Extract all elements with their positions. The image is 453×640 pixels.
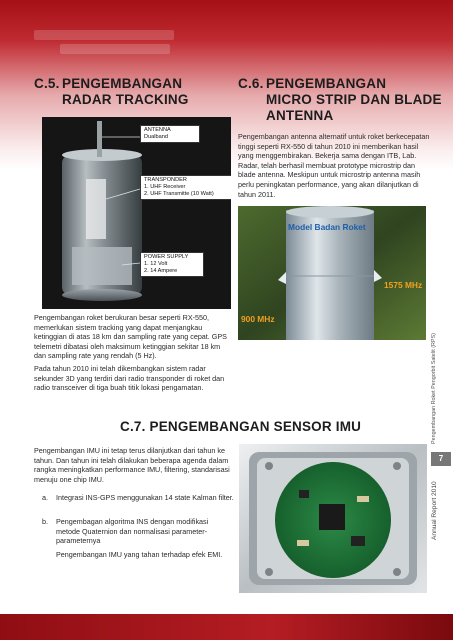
section-number: C.7. <box>120 419 146 434</box>
section-c7-heading <box>120 419 380 435</box>
antenna-label <box>140 125 200 143</box>
list-text: Pengembagan algoritma INS dengan modifikasi metode Quaternion dan normalisasi parameter-parameternya <box>56 517 209 546</box>
list-marker: b. <box>42 517 48 526</box>
label-title: TRANSPONDER <box>144 177 187 183</box>
heading-line: PENGEMBANGAN SENSOR IMU <box>149 419 362 434</box>
section-number: C.5. <box>34 76 60 91</box>
heading-line: RADAR TRACKING <box>62 92 189 107</box>
section-c5-paragraph-2: Pada tahun 2010 ini telah dikembangkan sistem radar sekunder 3D yang terdiri dari radio transponder di roket dan radio transceiver di tiga buah titik lokasi pengamatan. <box>34 364 225 393</box>
list-marker: a. <box>42 493 48 502</box>
section-c6-heading <box>238 76 443 124</box>
header-ghost-text <box>60 44 170 54</box>
radar-transponder-illustration <box>42 117 231 309</box>
heading-line: PENGEMBANGAN <box>62 76 183 91</box>
freq-900-label: 900 MHz <box>241 314 275 324</box>
imu-circuit-illustration <box>239 444 427 593</box>
sidebar-section-title: Pengembangan Roket Pengorbit Satelit (RPS) <box>431 333 437 444</box>
heading-line: PENGEMBANGAN <box>266 76 387 91</box>
transponder-label <box>140 175 231 200</box>
label-title: POWER SUPPLY <box>144 254 189 260</box>
section-c7-closing: Pengembangan IMU yang tahan terhadap efek EMI. <box>56 550 223 559</box>
footer-band <box>0 614 453 640</box>
microstrip-antenna-photo <box>238 206 426 340</box>
list-text: Integrasi INS-GPS menggunakan 14 state Kalman filter. <box>56 493 234 502</box>
imu-board-photo <box>239 444 427 593</box>
sidebar-report-title: Annual Report 2010 <box>431 481 438 540</box>
label-line: 2. 14 Ampere <box>144 268 178 274</box>
label-title: ANTENNA <box>144 127 171 133</box>
rocket-body-label: Model Badan Roket <box>288 222 366 232</box>
label-line: 2. UHF Transmitte (10 Watt) <box>144 191 214 197</box>
header-ghost-text <box>34 30 174 40</box>
power-supply-label <box>140 252 204 277</box>
heading-line: MICRO STRIP DAN BLADE <box>266 92 442 107</box>
section-c5-paragraph-1: Pengembangan roket berukuran besar seperti RX-550, memerlukan sistem tracking yang dapat menjangkau ketinggian di atas 18 km dan sampling rate yang cepat. GPS telemetri dibatasi oleh maksimum ketinggian sekitar 18 km dan sampling rate yang rendah (5 Hz). <box>34 313 227 361</box>
freq-1575-label: 1575 MHz <box>384 280 423 290</box>
page-number: 7 <box>431 452 451 466</box>
heading-line: ANTENNA <box>266 108 334 123</box>
label-line: Dualband <box>144 134 168 140</box>
section-number: C.6. <box>238 76 264 91</box>
radar-tracking-photo <box>42 117 231 309</box>
section-c5-heading <box>34 76 224 108</box>
label-line: 1. UHF Receiver <box>144 184 186 190</box>
section-c7-paragraph: Pengembangan IMU ini tetap terus dilanjutkan dari tahun ke tahun. Dan tahun ini telah dilakukan beberapa agenda dalam rangka meningkatkan performance IMU, filtering, standarisasi menuju one chip IMU. <box>34 446 230 484</box>
label-line: 1. 12 Volt <box>144 261 168 267</box>
section-c6-paragraph: Pengembangan antenna alternatif untuk roket berkecepatan tinggi seperti RX-550 di tahun 2010 ini memberikan hasil yang menggembirakan. Bekerja sama dengan ITB, Lab. Radar, telah berhasil membuat prototype microstrip dan blade antenna. Meskipun untuk microstrip antenna masih perlu peningkatan performance, yang akan dilanjutkan di tahun 2011. <box>238 132 430 199</box>
